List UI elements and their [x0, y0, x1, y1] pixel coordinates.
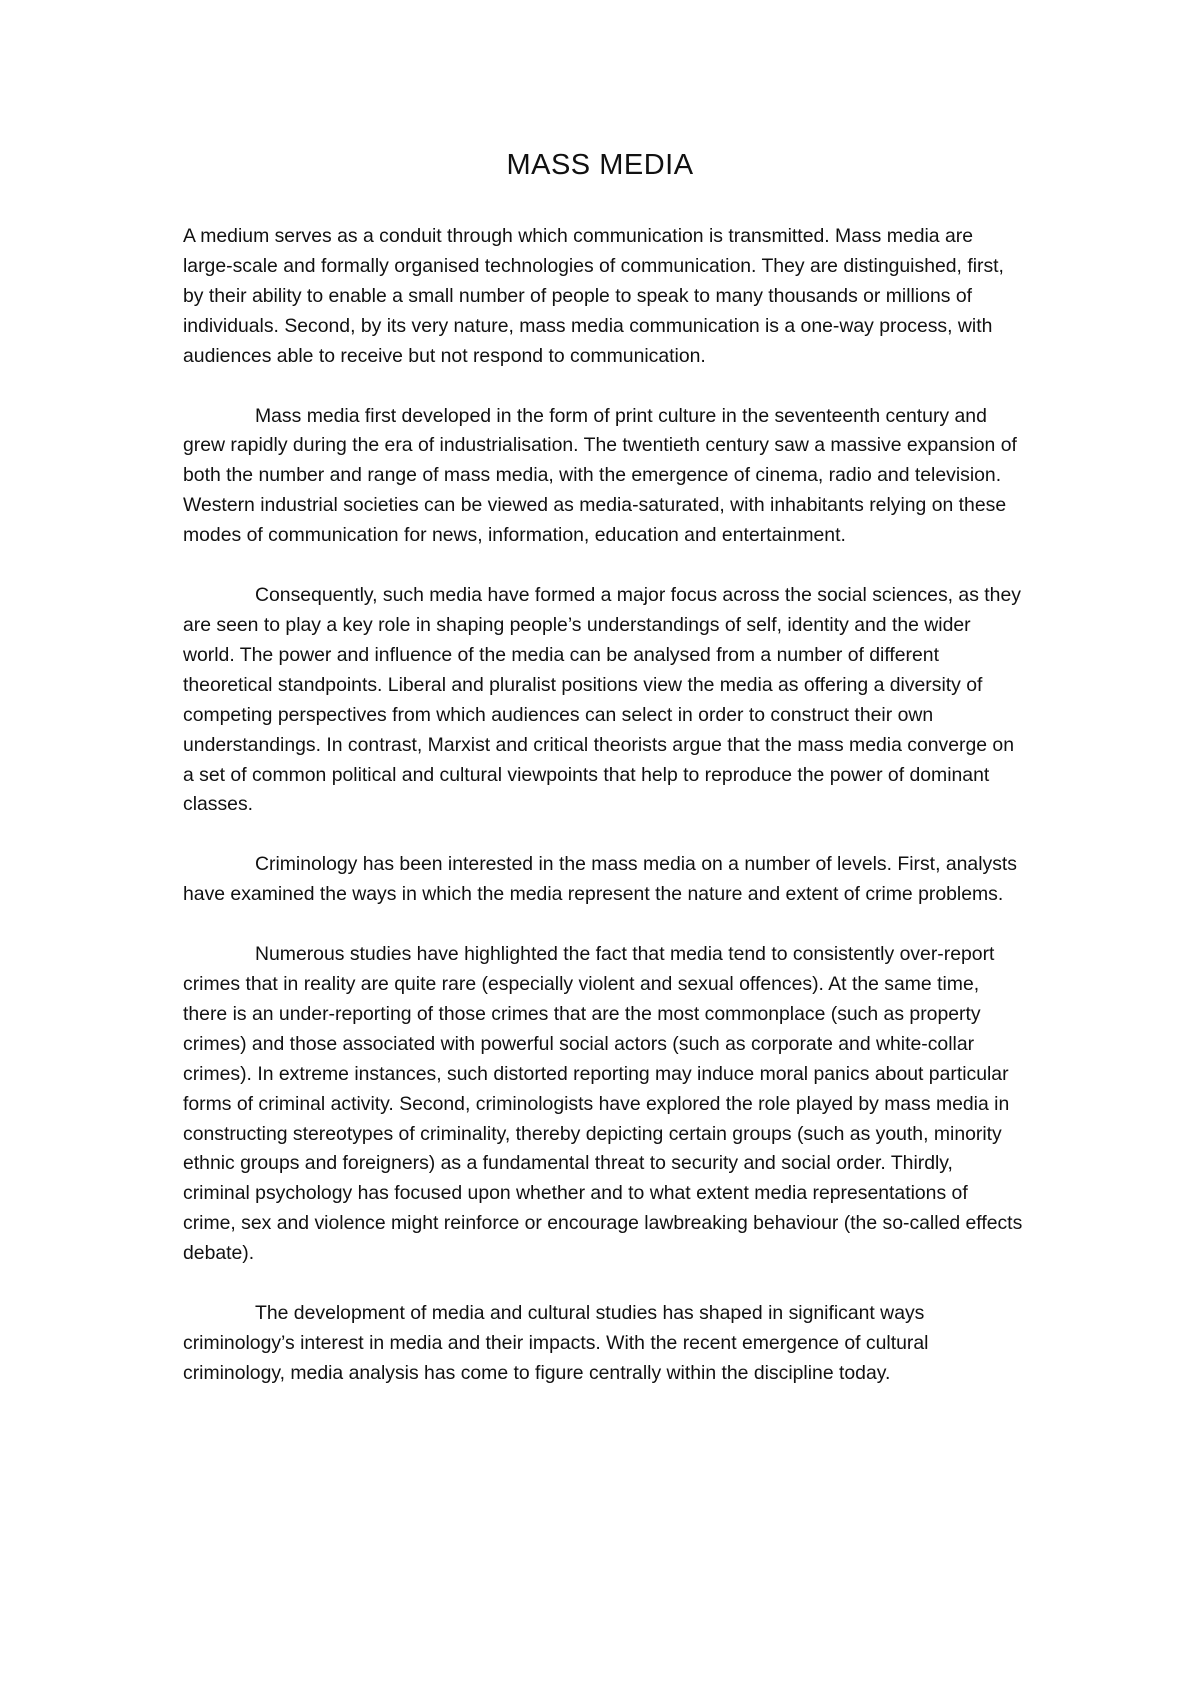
document-body: [183, 222, 1023, 1419]
paragraph-6: The development of media and cultural studies has shaped in significant ways criminology’s interest in media and their impacts. With the recent emergence of cultural criminology, media analysis has come to figure centrally within the discipline today.: [183, 1302, 929, 1384]
paragraph-5: Numerous studies have highlighted the fact that media tend to consistently over-report crimes that in reality are quite rare (especially violent and sexual offences). At the same time, there is an under-reporting of those crimes that are the most commonplace (such as property crimes) and those associated with powerful social actors (such as corporate and white-collar crimes). In extreme instances, such distorted reporting may induce moral panics about particular forms of criminal activity. Second, criminologists have explored the role played by mass media in constructing stereotypes of criminality, thereby depicting certain groups (such as youth, minority ethnic groups and foreigners) as a fundamental threat to security and social order. Thirdly, criminal psychology has focused upon whether and to what extent media representations of crime, sex and violence might reinforce or encourage lawbreaking behaviour (the so-called effects debate).: [183, 943, 1023, 1265]
page-title: MASS MEDIA: [506, 149, 694, 181]
paragraph-3: Consequently, such media have formed a major focus across the social sciences, as they are seen to play a key role in shaping people’s understandings of self, identity and the wider world. The power and influence of the media can be analysed from a number of different theoretical standpoints. Liberal and pluralist positions view the media as offering a diversity of competing perspectives from which audiences can select in order to construct their own understandings. In contrast, Marxist and critical theorists argue that the mass media converge on a set of common political and cultural viewpoints that help to reproduce the power of dominant classes.: [183, 584, 1021, 816]
paragraph-4: Criminology has been interested in the mass media on a number of levels. First, analysts have examined the ways in which the media represent the nature and extent of crime problems.: [183, 853, 1017, 906]
paragraph-2: Mass media first developed in the form of print culture in the seventeenth century and grew rapidly during the era of industrialisation. The twentieth century saw a massive expansion of both the number and range of mass media, with the emergence of cinema, radio and television. Western industrial societies can be viewed as media-saturated, with inhabitants relying on these modes of communication for news, information, education and entertainment.: [183, 404, 1017, 547]
paragraph-1: A medium serves as a conduit through which communication is transmitted. Mass media are large-scale and formally organised technologies of communication. They are distinguished, first, by their ability to enable a small number of people to speak to many thousands or millions of individuals. Second, by its very nature, mass media communication is a one-way process, with audiences able to receive but not respond to communication.: [183, 225, 1004, 367]
